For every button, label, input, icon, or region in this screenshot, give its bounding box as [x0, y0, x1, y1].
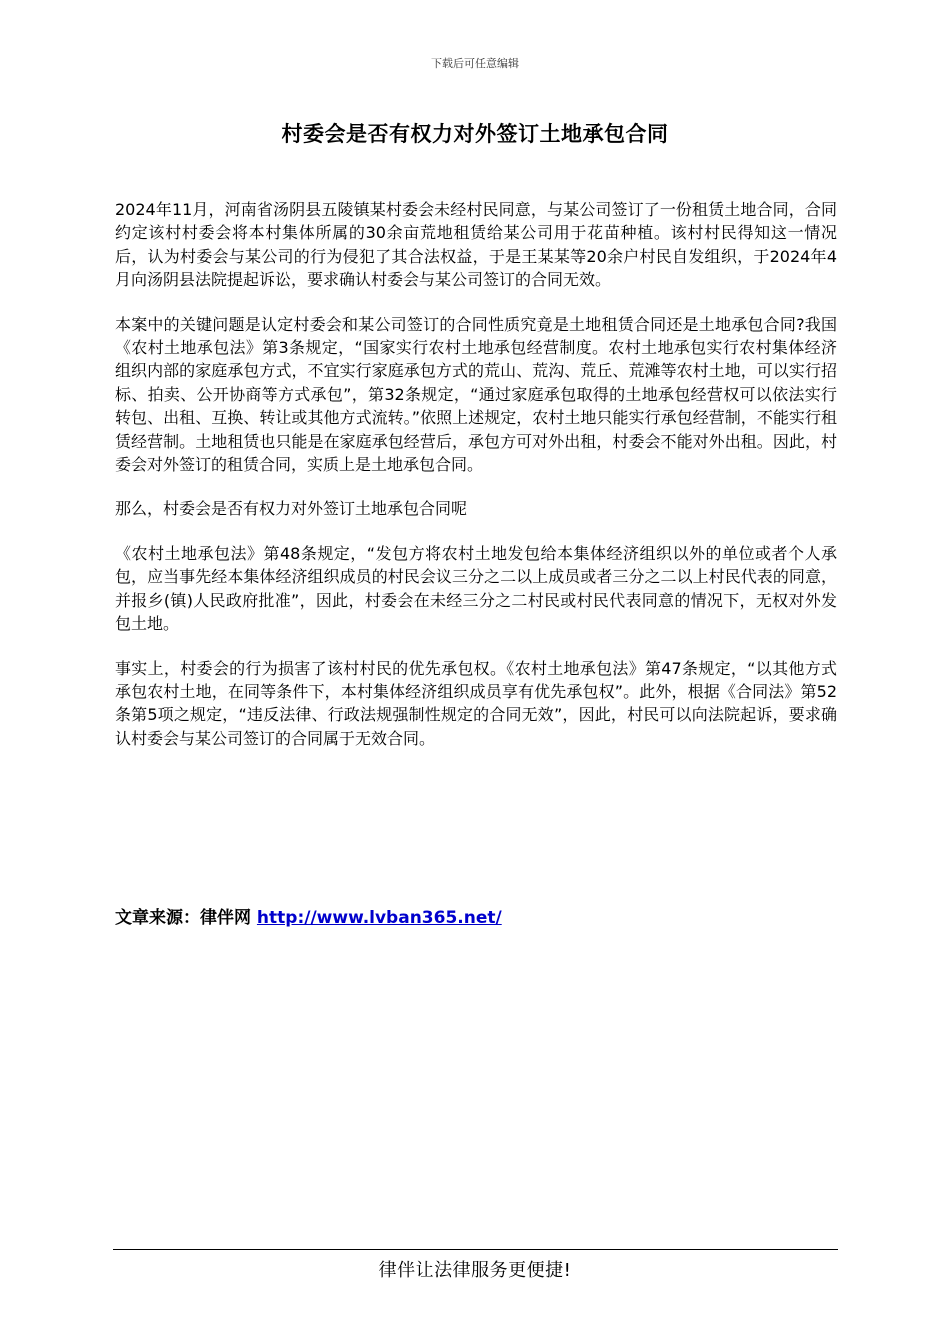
- footer-divider: [113, 1249, 838, 1250]
- source-label: 文章来源：律伴网: [115, 908, 251, 928]
- paragraph: 那么，村委会是否有权力对外签订土地承包合同呢: [115, 499, 468, 519]
- paragraph: 事实上，村委会的行为损害了该村村民的优先承包权。《农村土地承包法》第47条规定，“以其他方式承包农村土地，在同等条件下，本村集体经济组织成员享有优先承包权”。此外，根据《合同法》第52条第5项之规定，“违反法律、行政法规强制性规定的合同无效”，因此，村民可以向法院起诉，要求确认村委会与某公司签订的合同属于无效合同。: [115, 658, 837, 748]
- source-link[interactable]: http://www.lvban365.net/: [256, 908, 502, 928]
- header-note: 下载后可任意编辑: [431, 57, 519, 70]
- paragraph: 本案中的关键问题是认定村委会和某公司签订的合同性质究竟是土地租赁合同还是土地承包合同?我国《农村土地承包法》第3条规定，“国家实行农村土地承包经营制度。农村土地承包实行农村集体经济组织内部的家庭承包方式，不宜实行家庭承包方式的荒山、荒沟、荒丘、荒滩等农村土地，可以实行招标、拍卖、公开协商等方式承包”，第32条规定，“通过家庭承包取得的土地承包经营权可以依法实行转包、出租、互换、转让或其他方式流转。”依照上述规定，农村土地只能实行承包经营制，不能实行租赁经营制。土地租赁也只能是在家庭承包经营后，承包方可对外出租，村委会不能对外出租。因此，村委会对外签订的租赁合同，实质上是土地承包合同。: [115, 314, 837, 475]
- page-title: 村委会是否有权力对外签订土地承包合同: [281, 122, 669, 146]
- article-source: [115, 903, 502, 928]
- footer-slogan: 律伴让法律服务更便捷!: [378, 1260, 572, 1281]
- article-body: [115, 198, 837, 771]
- paragraph: 2024年11月，河南省汤阴县五陵镇某村委会未经村民同意，与某公司签订了一份租赁土地合同，合同约定该村村委会将本村集体所属的30余亩荒地租赁给某公司用于花苗种植。该村村民得知这一情况后，认为村委会与某公司的行为侵犯了其合法权益，于是王某某等20余户村民自发组织，于2024年4月向汤阴县法院提起诉讼，要求确认村委会与某公司签订的合同无效。: [115, 200, 837, 290]
- paragraph: 《农村土地承包法》第48条规定，“发包方将农村土地发包给本集体经济组织以外的单位或者个人承包，应当事先经本集体经济组织成员的村民会议三分之二以上成员或者三分之二以上村民代表的同意，并报乡(镇)人民政府批准”，因此，村委会在未经三分之二村民或村民代表同意的情况下，无权对外发包土地。: [115, 543, 837, 634]
